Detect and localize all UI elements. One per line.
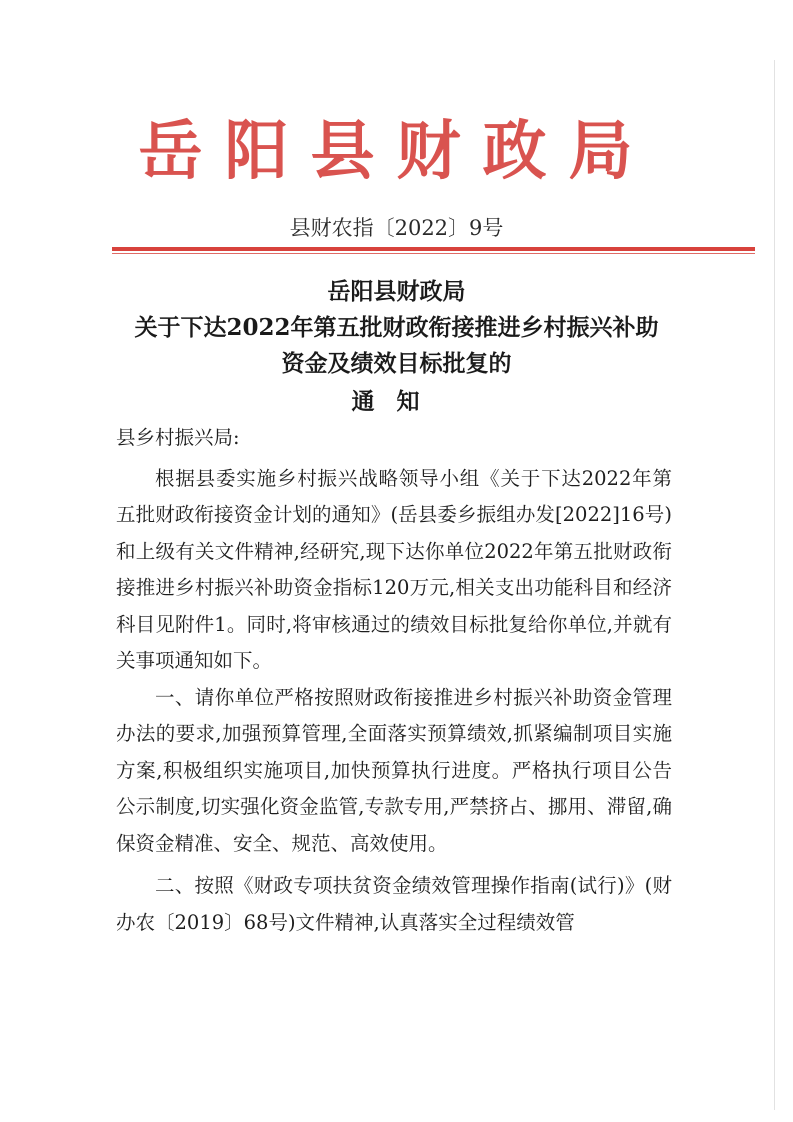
red-header-rule (112, 247, 755, 254)
paragraph-2: 一、请你单位严格按照财政衔接推进乡村振兴补助资金管理办法的要求,加强预算管理,全面落实预算绩效,抓紧编制项目实施方案,积极组织实施项目,加快预算执行进度。严格执行项目公告公示制度,切实强化资金监管,专款专用,严禁挤占、挪用、滞留,确保资金精准、安全、规范、高效使用。 (116, 685, 672, 855)
agency-masthead: 岳阳县财政局 (138, 115, 655, 189)
document-number: 县财农指〔2022〕9号 (289, 216, 504, 240)
title-notice: 通知 (351, 388, 442, 415)
document-title (0, 274, 793, 420)
title-line-2: 资金及绩效目标批复的 (281, 350, 512, 377)
addressee: 县乡村振兴局: (116, 426, 240, 449)
red-rule-thick (112, 247, 755, 251)
title-line-1: 关于下达2022年第五批财政衔接推进乡村振兴补助 (134, 314, 659, 341)
paragraph-3: 二、按照《财政专项扶贫资金绩效管理操作指南(试行)》(财办农〔2019〕68号)文件精神,认真落实全过程绩效管 (116, 874, 672, 934)
paragraph-1: 根据县委实施乡村振兴战略领导小组《关于下达2022年第五批财政衔接资金计划的通知》(岳县委乡振组办发[2022]16号)和上级有关文件精神,经研究,现下达你单位2022年第五批财政衔接推进乡村振兴补助资金指标120万元,相关支出功能科目和经济科目见附件1。同时,将审核通过的绩效目标批复给你单位,并就有关事项通知如下。 (116, 466, 672, 672)
document-body (116, 420, 672, 941)
title-issuer: 岳阳县财政局 (327, 278, 466, 305)
red-rule-thin (112, 253, 755, 254)
